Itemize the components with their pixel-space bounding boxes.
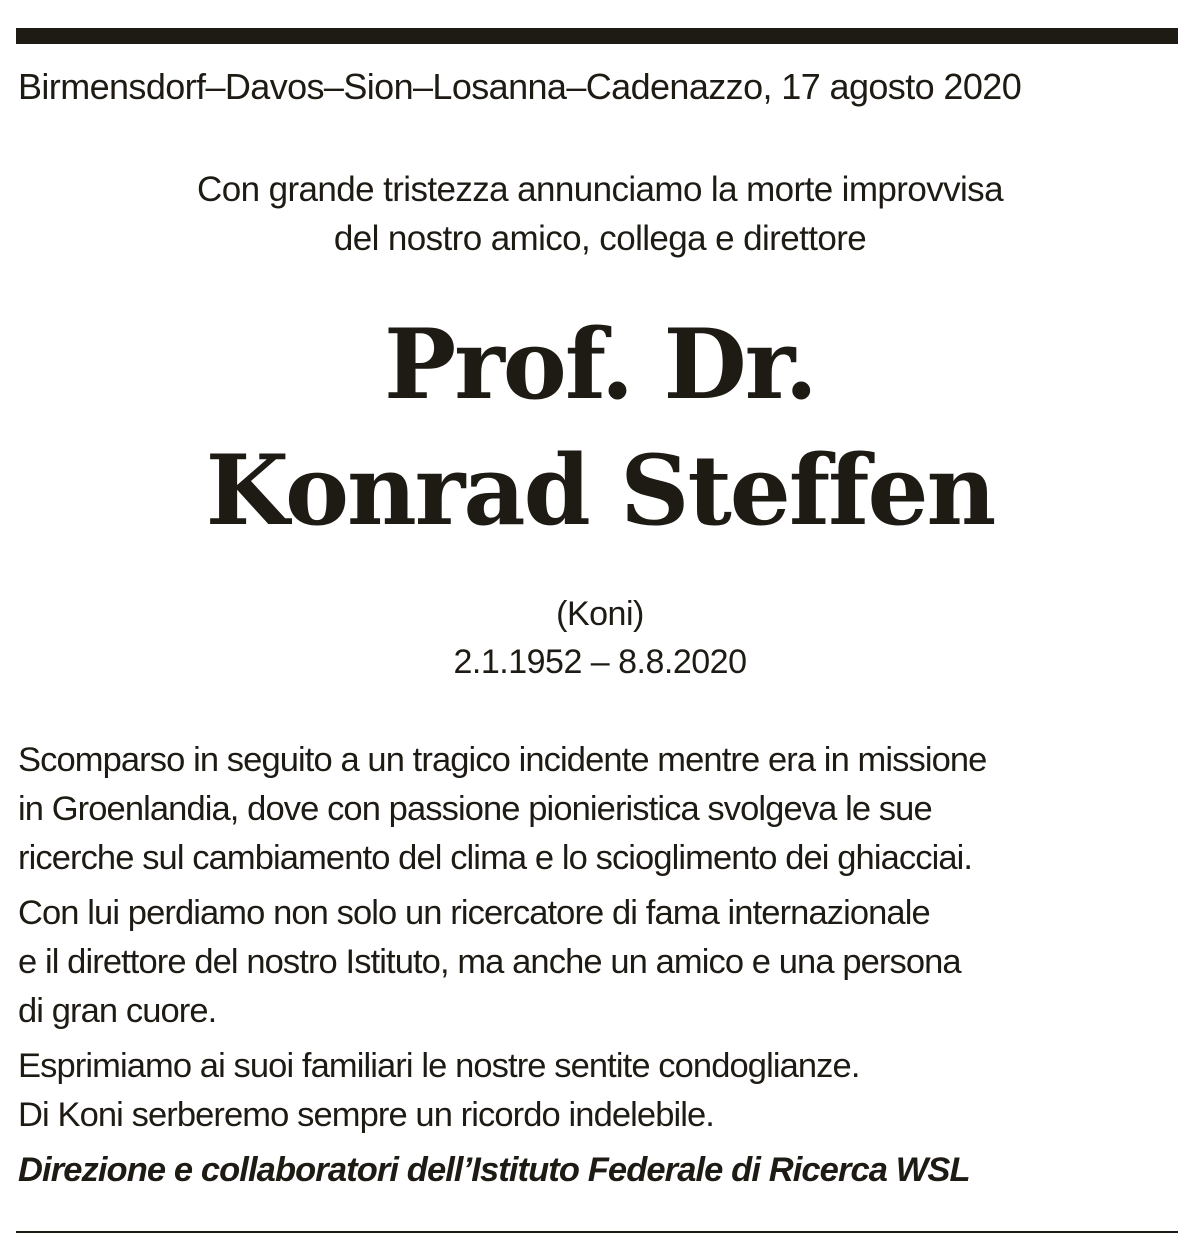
- paragraph-2-line: Con lui perdiamo non solo un ricercatore di fama internazionale: [18, 894, 930, 932]
- paragraph-1: [18, 736, 1188, 883]
- deceased-title: Prof. Dr.: [384, 308, 816, 421]
- signature: Direzione e collaboratori dell’Istituto Federale di Ricerca WSL: [18, 1151, 970, 1189]
- paragraph-2-line: e il direttore del nostro Istituto, ma anche un amico e una persona: [18, 943, 961, 981]
- place-date-line: Birmensdorf–Davos–Sion–Losanna–Cadenazzo, 17 agosto 2020: [18, 66, 1022, 107]
- deceased-name: [0, 302, 1200, 554]
- intro-line-1: Con grande tristezza annunciamo la morte improvvisa: [197, 170, 1003, 209]
- bottom-rule: [16, 1231, 1178, 1233]
- intro-line-2: del nostro amico, collega e direttore: [333, 219, 867, 258]
- paragraph-3-line: Di Koni serberemo sempre un ricordo indelebile.: [18, 1096, 714, 1134]
- deceased-full-name: Konrad Steffen: [205, 434, 995, 547]
- life-dates: 2.1.1952 – 8.8.2020: [453, 643, 747, 681]
- paragraph-1-line: Scomparso in seguito a un tragico incidente mentre era in missione: [18, 741, 987, 779]
- paragraph-3-line: Esprimiamo ai suoi familiari le nostre sentite condoglianze.: [18, 1047, 860, 1085]
- paragraph-3: [18, 1042, 1188, 1140]
- intro-announcement: [0, 165, 1200, 263]
- paragraph-1-line: in Groenlandia, dove con passione pionieristica svolgeva le sue: [18, 790, 932, 828]
- paragraph-2: [18, 889, 1188, 1036]
- paragraph-2-line: di gran cuore.: [18, 992, 217, 1030]
- paragraph-1-line: ricerche sul cambiamento del clima e lo scioglimento dei ghiacciai.: [18, 839, 973, 877]
- obituary-body: [18, 736, 1188, 1195]
- top-rule: [16, 28, 1178, 44]
- deceased-nickname: (Koni): [556, 595, 644, 633]
